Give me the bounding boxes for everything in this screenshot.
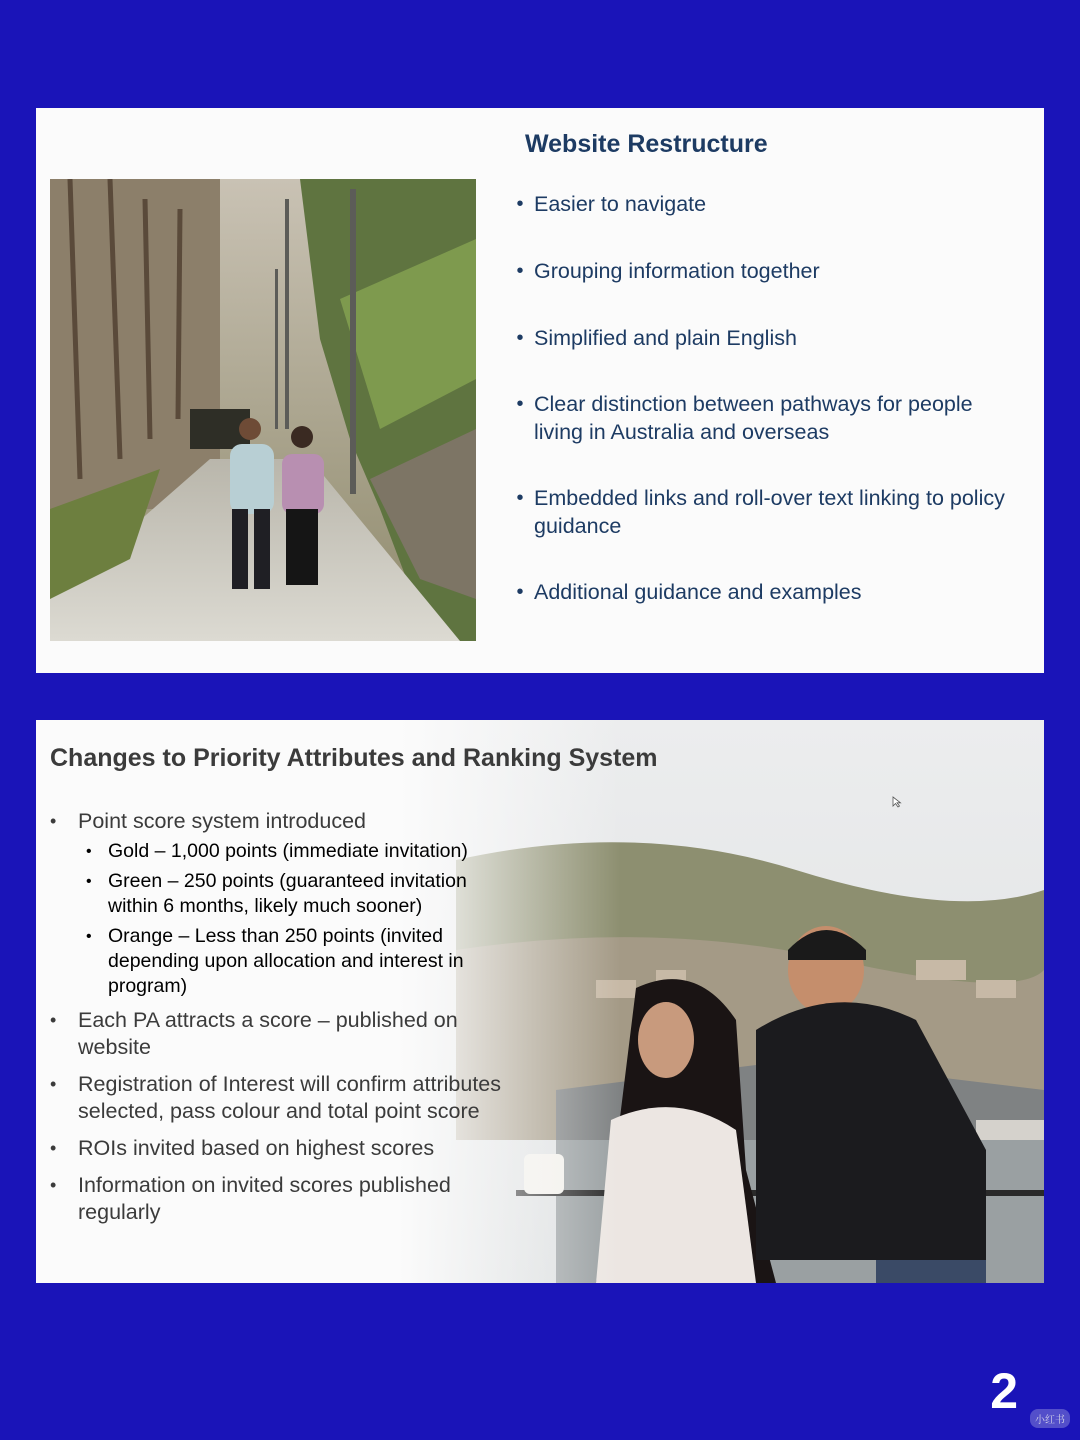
- list-item: [50, 1135, 540, 1162]
- bullet-text: Point score system introduced: [78, 809, 366, 833]
- list-item: [506, 190, 1026, 218]
- slide-title: Website Restructure: [525, 130, 768, 158]
- bullet-icon: •: [516, 487, 524, 509]
- list-item: [50, 1172, 540, 1226]
- list-item: [506, 390, 1026, 446]
- bullet-icon: •: [50, 1175, 57, 1195]
- slide-website-restructure: [36, 108, 1044, 673]
- sub-bullet-text: Green – 250 points (guaranteed invitation within 6 months, likely much sooner): [108, 870, 467, 917]
- page-number: 2: [990, 1363, 1018, 1419]
- list-item: [50, 808, 540, 999]
- bullet-text: Registration of Interest will confirm attributes selected, pass colour and total point score: [78, 1072, 501, 1123]
- bullet-text: Grouping information together: [534, 259, 820, 283]
- list-item: [506, 578, 1026, 606]
- mouse-cursor-icon: [892, 796, 902, 808]
- slide-title: Changes to Priority Attributes and Ranking System: [50, 744, 658, 772]
- sub-bullet-list: [78, 839, 540, 999]
- bullet-icon: •: [50, 811, 57, 831]
- bullet-text: Each PA attracts a score – published on website: [78, 1008, 458, 1059]
- slide-priority-attributes: [36, 720, 1044, 1283]
- list-item: [50, 1007, 540, 1061]
- bullet-text: Embedded links and roll-over text linking to policy guidance: [534, 486, 1005, 538]
- bullet-icon: •: [86, 928, 92, 945]
- bullet-text: Easier to navigate: [534, 192, 707, 216]
- bullet-text: Simplified and plain English: [534, 326, 797, 350]
- watermark-logo: 小红书: [1030, 1409, 1070, 1428]
- bullet-icon: •: [516, 327, 524, 349]
- couple-walking-path-photo: [50, 179, 476, 641]
- list-item: [506, 257, 1026, 285]
- bullet-icon: •: [516, 581, 524, 603]
- bullet-list: [50, 808, 540, 1226]
- bullet-icon: •: [50, 1010, 57, 1030]
- bullet-icon: •: [50, 1138, 57, 1158]
- bullet-icon: •: [516, 193, 524, 215]
- bullet-icon: •: [516, 393, 524, 415]
- sub-list-item: [78, 869, 540, 919]
- sub-bullet-text: Gold – 1,000 points (immediate invitation): [108, 840, 468, 862]
- bullet-text: Additional guidance and examples: [534, 580, 862, 604]
- sub-bullet-text: Orange – Less than 250 points (invited depending upon allocation and interest in program): [108, 925, 464, 997]
- bullet-icon: •: [86, 843, 92, 860]
- bullet-icon: •: [86, 873, 92, 890]
- sub-list-item: [78, 924, 540, 999]
- list-item: [506, 324, 1026, 352]
- sub-list-item: [78, 839, 540, 864]
- bullet-icon: •: [516, 260, 524, 282]
- bullet-text: Information on invited scores published regularly: [78, 1173, 451, 1224]
- list-item: [506, 484, 1026, 540]
- list-item: [50, 1071, 540, 1125]
- bullet-text: ROIs invited based on highest scores: [78, 1136, 435, 1160]
- bullet-icon: •: [50, 1074, 57, 1094]
- bullet-text: Clear distinction between pathways for people living in Australia and overseas: [534, 392, 973, 444]
